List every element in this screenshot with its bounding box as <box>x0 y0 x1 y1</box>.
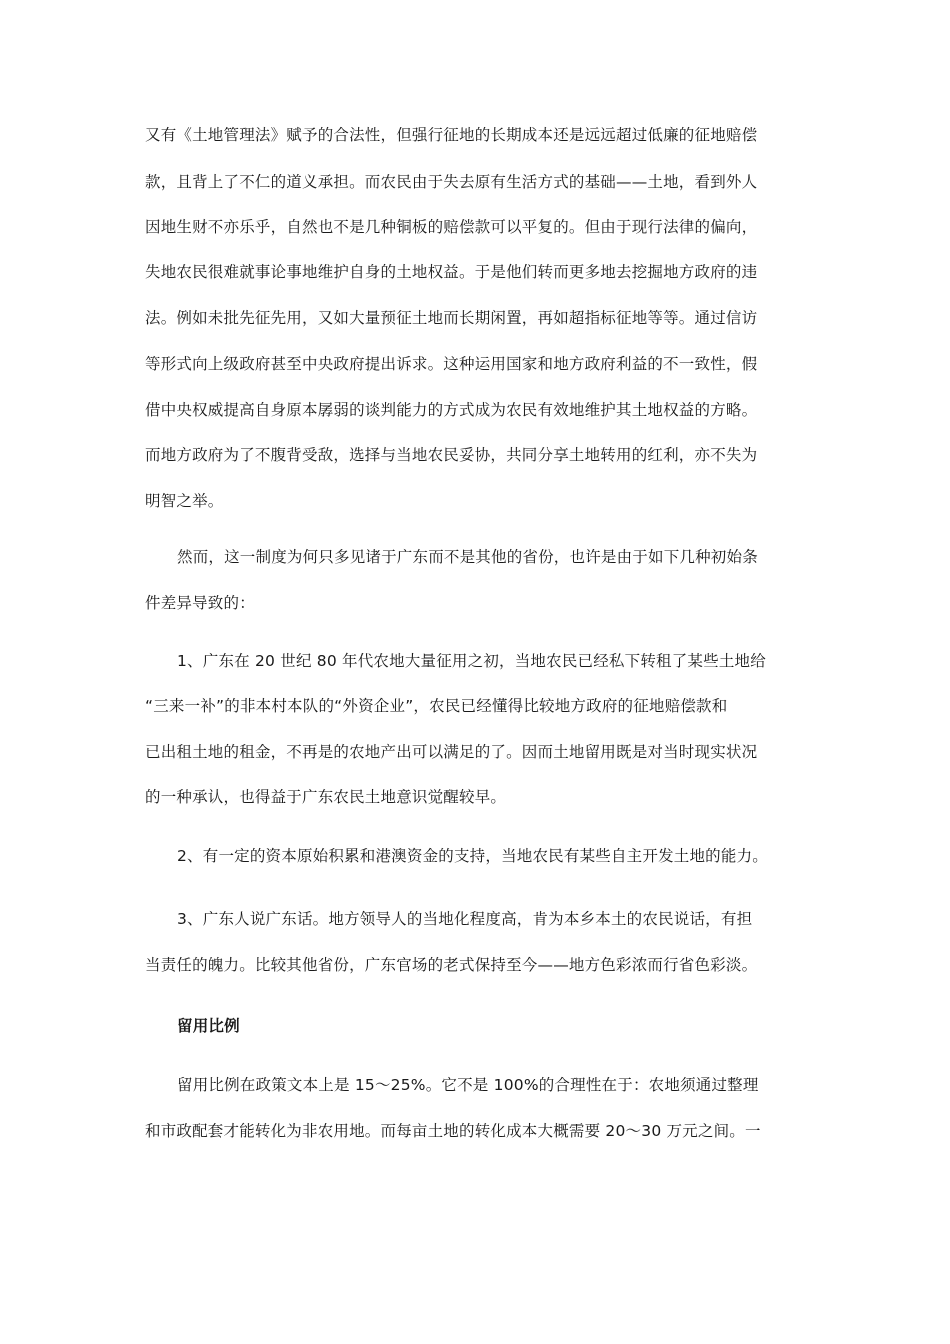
paragraph-1-line-7: 借中央权威提高自身原本孱弱的谈判能力的方式成为农民有效地维护其土地权益的方略。 <box>145 401 758 419</box>
paragraph-1-line-5: 法。例如未批先征先用，又如大量预征土地而长期闲置，再如超指标征地等等。通过信访 <box>145 309 758 327</box>
paragraph-3-line-2: “三来一补”的非本村本队的“外资企业”，农民已经懂得比较地方政府的征地赔偿款和 <box>145 697 728 715</box>
paragraph-1-line-3: 因地生财不亦乐乎，自然也不是几种铜板的赔偿款可以平复的。但由于现行法律的偏向， <box>145 218 758 236</box>
paragraph-1-line-9: 明智之举。 <box>145 492 224 510</box>
paragraph-3-line-3: 已出租土地的租金，不再是的农地产出可以满足的了。因而土地留用既是对当时现实状况 <box>145 743 758 761</box>
section-heading: 留用比例 <box>177 1017 240 1035</box>
paragraph-1-line-2: 款，且背上了不仁的道义承担。而农民由于失去原有生活方式的基础——土地，看到外人 <box>145 173 758 191</box>
paragraph-4-line-1: 2、有一定的资本原始积累和港澳资金的支持，当地农民有某些自主开发土地的能力。 <box>177 847 768 865</box>
paragraph-5-line-2: 当责任的魄力。比较其他省份，广东官场的老式保持至今——地方色彩浓而行省色彩淡。 <box>145 956 758 974</box>
paragraph-5-line-1: 3、广东人说广东话。地方领导人的当地化程度高，肯为本乡本土的农民说话，有担 <box>177 910 753 928</box>
paragraph-6-line-1: 留用比例在政策文本上是 15～25%。它不是 100%的合理性在于：农地须通过整理 <box>177 1076 759 1094</box>
paragraph-2-line-2: 件差异导致的： <box>145 594 255 612</box>
paragraph-3-line-4: 的一种承认，也得益于广东农民土地意识觉醒较早。 <box>145 788 507 806</box>
paragraph-1-line-1: 又有《土地管理法》赋予的合法性，但强行征地的长期成本还是远远超过低廉的征地赔偿 <box>145 126 758 144</box>
paragraph-1-line-6: 等形式向上级政府甚至中央政府提出诉求。这种运用国家和地方政府利益的不一致性，假 <box>145 355 758 373</box>
paragraph-1-line-8: 而地方政府为了不腹背受敌，选择与当地农民妥协，共同分享土地转用的红利，亦不失为 <box>145 446 758 464</box>
paragraph-1-line-4: 失地农民很难就事论事地维护自身的土地权益。于是他们转而更多地去挖掘地方政府的违 <box>145 263 758 281</box>
paragraph-3-line-1: 1、广东在 20 世纪 80 年代农地大量征用之初，当地农民已经私下转租了某些土地给 <box>177 652 766 670</box>
paragraph-6-line-2: 和市政配套才能转化为非农用地。而每亩土地的转化成本大概需要 20～30 万元之间。一 <box>145 1122 761 1140</box>
paragraph-2-line-1: 然而，这一制度为何只多见诸于广东而不是其他的省份，也许是由于如下几种初始条 <box>177 548 758 566</box>
